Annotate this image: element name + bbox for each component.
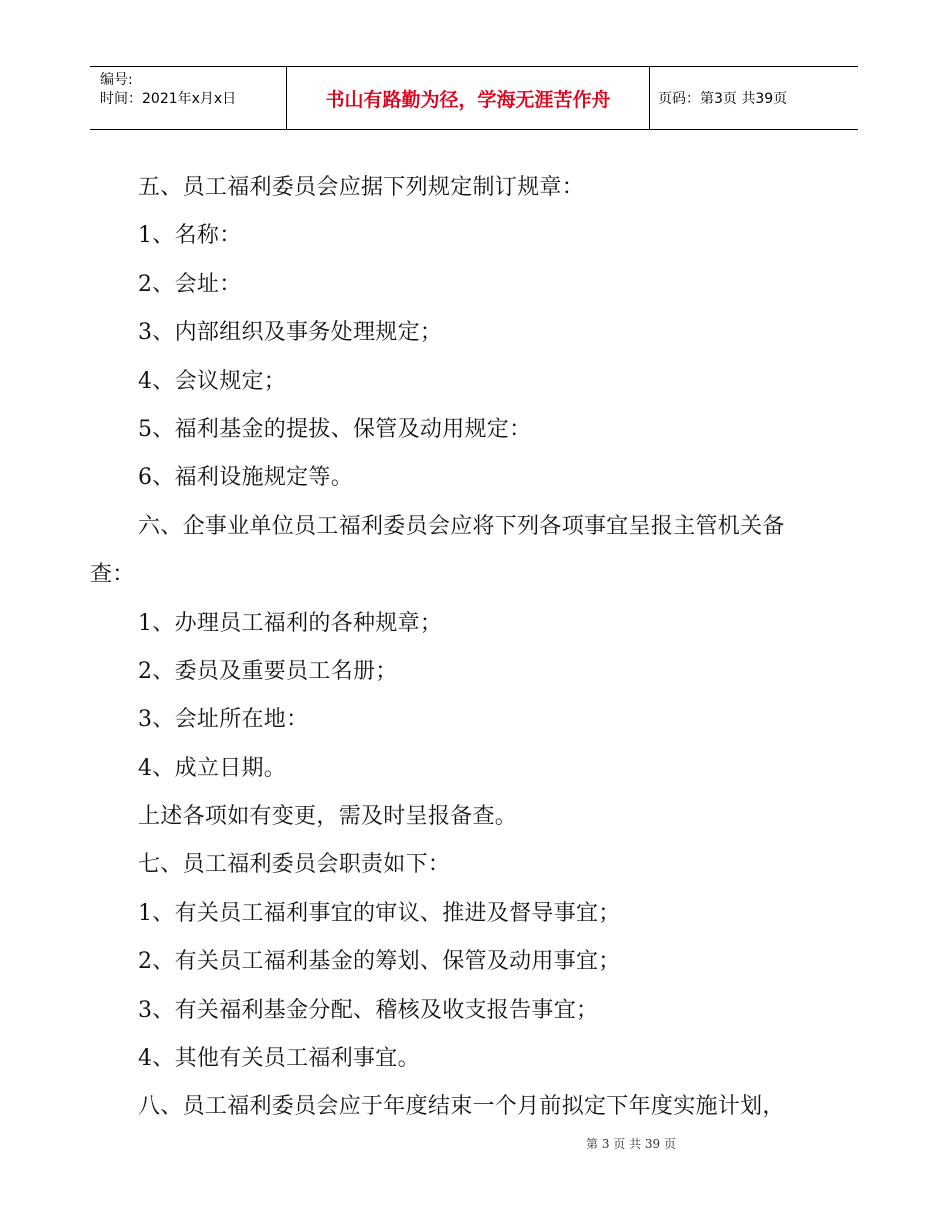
header-motto: 书山有路勤为径，学海无涯苦作舟 xyxy=(325,88,611,111)
list-item: 3、有关福利基金分配、稽核及收支报告事宜； xyxy=(138,997,599,1023)
list-item: 4、其他有关员工福利事宜。 xyxy=(138,1046,420,1072)
section-heading: 六、企事业单位员工福利委员会应将下列各项事宜呈报主管机关备 xyxy=(138,513,785,539)
list-item: 5、福利基金的提拔、保管及动用规定： xyxy=(138,416,532,442)
serial-number-label: 编号: xyxy=(100,72,133,88)
list-item: 1、办理员工福利的各种规章； xyxy=(138,610,443,636)
header-divider-right xyxy=(649,67,650,129)
page-header xyxy=(90,66,858,130)
list-item: 1、名称： xyxy=(138,223,242,249)
list-item: 2、会址： xyxy=(138,271,242,297)
list-item: 6、福利设施规定等。 xyxy=(138,465,353,491)
paragraph: 上述各项如有变更，需及时呈报备查。 xyxy=(138,804,518,830)
list-item: 3、内部组织及事务处理规定； xyxy=(138,320,443,346)
header-meta xyxy=(100,71,236,109)
document-body xyxy=(90,164,860,1132)
date-label: 时间：2021年x月x日 xyxy=(100,91,237,107)
section-heading: 五、员工福利委员会应据下列规定制订规章： xyxy=(138,175,585,200)
section-heading: 八、员工福利委员会应于年度结束一个月前拟定下年度实施计划， xyxy=(138,1094,785,1120)
section-heading-continuation: 查： xyxy=(90,562,135,588)
list-item: 2、委员及重要员工名册； xyxy=(138,658,398,684)
section-heading: 七、员工福利委员会职责如下： xyxy=(138,852,451,878)
list-item: 2、有关员工福利基金的筹划、保管及动用事宜； xyxy=(138,949,621,975)
list-item: 4、会议规定； xyxy=(138,368,287,394)
list-item: 1、有关员工福利事宜的审议、推进及督导事宜； xyxy=(138,900,621,926)
header-page-code: 页码：第3页 共39页 xyxy=(658,91,788,107)
list-item: 4、成立日期。 xyxy=(138,755,287,781)
page-footer: 第 3 页 共 39 页 xyxy=(586,1137,676,1151)
list-item: 3、会址所在地： xyxy=(138,707,309,733)
